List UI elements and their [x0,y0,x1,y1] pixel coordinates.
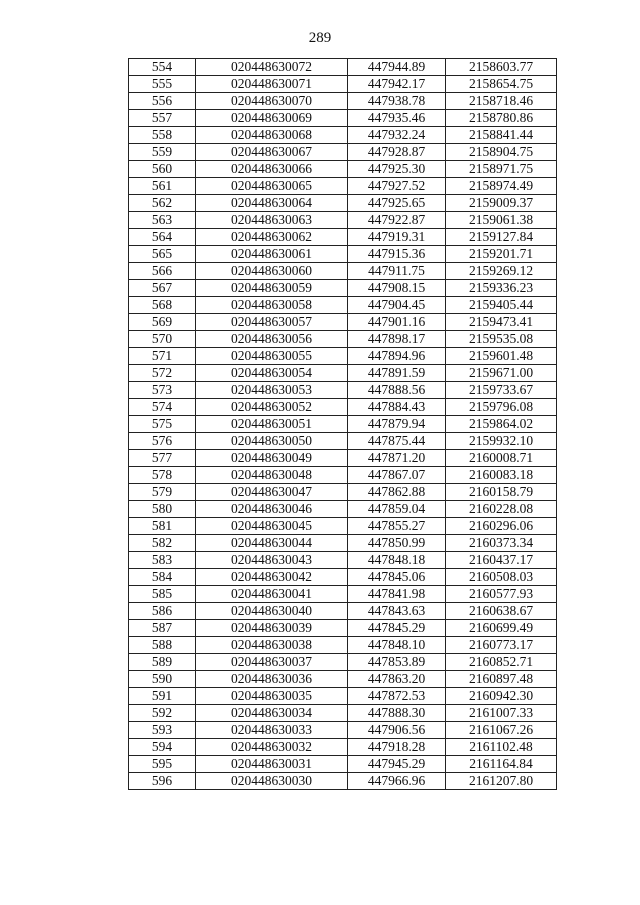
row-number-cell: 571 [129,348,196,365]
row-number-cell: 557 [129,110,196,127]
table-row [129,756,557,773]
table-row [129,263,557,280]
x-coordinate-cell: 447853.89 [348,654,446,671]
x-coordinate-cell: 447862.88 [348,484,446,501]
row-number-cell: 565 [129,246,196,263]
x-coordinate-cell: 447875.44 [348,433,446,450]
table-row [129,705,557,722]
y-coordinate-cell: 2158718.46 [446,93,557,110]
y-coordinate-cell: 2159932.10 [446,433,557,450]
y-coordinate-cell: 2161067.26 [446,722,557,739]
point-id-cell: 020448630038 [196,637,348,654]
table-row [129,654,557,671]
x-coordinate-cell: 447904.45 [348,297,446,314]
x-coordinate-cell: 447898.17 [348,331,446,348]
x-coordinate-cell: 447966.96 [348,773,446,790]
table-row [129,637,557,654]
x-coordinate-cell: 447884.43 [348,399,446,416]
point-id-cell: 020448630056 [196,331,348,348]
y-coordinate-cell: 2159473.41 [446,314,557,331]
row-number-cell: 582 [129,535,196,552]
x-coordinate-cell: 447891.59 [348,365,446,382]
table-row [129,76,557,93]
point-id-cell: 020448630068 [196,127,348,144]
table-row [129,110,557,127]
x-coordinate-cell: 447935.46 [348,110,446,127]
x-coordinate-cell: 447906.56 [348,722,446,739]
point-id-cell: 020448630055 [196,348,348,365]
table-row [129,365,557,382]
table-row [129,212,557,229]
point-id-cell: 020448630051 [196,416,348,433]
x-coordinate-cell: 447944.89 [348,59,446,76]
page-number: 289 [308,30,332,46]
table-row [129,586,557,603]
point-id-cell: 020448630054 [196,365,348,382]
row-number-cell: 591 [129,688,196,705]
point-id-cell: 020448630049 [196,450,348,467]
table-row [129,484,557,501]
coordinates-table [128,58,557,790]
x-coordinate-cell: 447894.96 [348,348,446,365]
point-id-cell: 020448630048 [196,467,348,484]
table-row [129,127,557,144]
x-coordinate-cell: 447843.63 [348,603,446,620]
row-number-cell: 563 [129,212,196,229]
x-coordinate-cell: 447938.78 [348,93,446,110]
row-number-cell: 567 [129,280,196,297]
table-row [129,671,557,688]
y-coordinate-cell: 2159405.44 [446,297,557,314]
y-coordinate-cell: 2160437.17 [446,552,557,569]
y-coordinate-cell: 2160773.17 [446,637,557,654]
row-number-cell: 592 [129,705,196,722]
table-row [129,620,557,637]
point-id-cell: 020448630040 [196,603,348,620]
y-coordinate-cell: 2160508.03 [446,569,557,586]
y-coordinate-cell: 2159127.84 [446,229,557,246]
x-coordinate-cell: 447848.18 [348,552,446,569]
table-row [129,603,557,620]
row-number-cell: 573 [129,382,196,399]
point-id-cell: 020448630052 [196,399,348,416]
x-coordinate-cell: 447942.17 [348,76,446,93]
row-number-cell: 568 [129,297,196,314]
x-coordinate-cell: 447918.28 [348,739,446,756]
point-id-cell: 020448630041 [196,586,348,603]
row-number-cell: 589 [129,654,196,671]
y-coordinate-cell: 2160158.79 [446,484,557,501]
x-coordinate-cell: 447879.94 [348,416,446,433]
table-row [129,535,557,552]
row-number-cell: 587 [129,620,196,637]
table-row [129,314,557,331]
row-number-cell: 574 [129,399,196,416]
point-id-cell: 020448630059 [196,280,348,297]
y-coordinate-cell: 2158974.49 [446,178,557,195]
y-coordinate-cell: 2158904.75 [446,144,557,161]
table-row [129,552,557,569]
x-coordinate-cell: 447850.99 [348,535,446,552]
row-number-cell: 572 [129,365,196,382]
table-row [129,178,557,195]
table-row [129,722,557,739]
x-coordinate-cell: 447848.10 [348,637,446,654]
y-coordinate-cell: 2160852.71 [446,654,557,671]
row-number-cell: 594 [129,739,196,756]
x-coordinate-cell: 447888.30 [348,705,446,722]
point-id-cell: 020448630058 [196,297,348,314]
row-number-cell: 564 [129,229,196,246]
row-number-cell: 578 [129,467,196,484]
table-row [129,569,557,586]
y-coordinate-cell: 2158603.77 [446,59,557,76]
x-coordinate-cell: 447932.24 [348,127,446,144]
row-number-cell: 554 [129,59,196,76]
x-coordinate-cell: 447908.15 [348,280,446,297]
row-number-cell: 596 [129,773,196,790]
y-coordinate-cell: 2159796.08 [446,399,557,416]
row-number-cell: 595 [129,756,196,773]
point-id-cell: 020448630043 [196,552,348,569]
point-id-cell: 020448630066 [196,161,348,178]
point-id-cell: 020448630072 [196,59,348,76]
table-row [129,93,557,110]
y-coordinate-cell: 2160228.08 [446,501,557,518]
point-id-cell: 020448630036 [196,671,348,688]
x-coordinate-cell: 447888.56 [348,382,446,399]
y-coordinate-cell: 2160699.49 [446,620,557,637]
point-id-cell: 020448630032 [196,739,348,756]
point-id-cell: 020448630044 [196,535,348,552]
table-row [129,280,557,297]
table-row [129,348,557,365]
y-coordinate-cell: 2160942.30 [446,688,557,705]
table-row [129,739,557,756]
y-coordinate-cell: 2158654.75 [446,76,557,93]
point-id-cell: 020448630033 [196,722,348,739]
x-coordinate-cell: 447901.16 [348,314,446,331]
row-number-cell: 559 [129,144,196,161]
y-coordinate-cell: 2160083.18 [446,467,557,484]
row-number-cell: 558 [129,127,196,144]
row-number-cell: 583 [129,552,196,569]
table-row [129,246,557,263]
x-coordinate-cell: 447872.53 [348,688,446,705]
point-id-cell: 020448630037 [196,654,348,671]
row-number-cell: 586 [129,603,196,620]
x-coordinate-cell: 447928.87 [348,144,446,161]
x-coordinate-cell: 447922.87 [348,212,446,229]
row-number-cell: 584 [129,569,196,586]
table-row [129,161,557,178]
point-id-cell: 020448630042 [196,569,348,586]
y-coordinate-cell: 2158971.75 [446,161,557,178]
row-number-cell: 570 [129,331,196,348]
y-coordinate-cell: 2161164.84 [446,756,557,773]
table-row [129,467,557,484]
row-number-cell: 590 [129,671,196,688]
point-id-cell: 020448630046 [196,501,348,518]
point-id-cell: 020448630067 [196,144,348,161]
table-row [129,331,557,348]
row-number-cell: 579 [129,484,196,501]
x-coordinate-cell: 447855.27 [348,518,446,535]
table-row [129,450,557,467]
point-id-cell: 020448630063 [196,212,348,229]
row-number-cell: 576 [129,433,196,450]
point-id-cell: 020448630061 [196,246,348,263]
row-number-cell: 555 [129,76,196,93]
point-id-cell: 020448630039 [196,620,348,637]
y-coordinate-cell: 2160638.67 [446,603,557,620]
y-coordinate-cell: 2159535.08 [446,331,557,348]
x-coordinate-cell: 447927.52 [348,178,446,195]
table-row [129,433,557,450]
row-number-cell: 585 [129,586,196,603]
x-coordinate-cell: 447915.36 [348,246,446,263]
table-row [129,773,557,790]
y-coordinate-cell: 2159671.00 [446,365,557,382]
table-row [129,297,557,314]
point-id-cell: 020448630045 [196,518,348,535]
x-coordinate-cell: 447863.20 [348,671,446,688]
y-coordinate-cell: 2159601.48 [446,348,557,365]
y-coordinate-cell: 2161007.33 [446,705,557,722]
table-row [129,144,557,161]
table-row [129,501,557,518]
x-coordinate-cell: 447919.31 [348,229,446,246]
x-coordinate-cell: 447859.04 [348,501,446,518]
row-number-cell: 581 [129,518,196,535]
point-id-cell: 020448630035 [196,688,348,705]
point-id-cell: 020448630062 [196,229,348,246]
point-id-cell: 020448630070 [196,93,348,110]
x-coordinate-cell: 447867.07 [348,467,446,484]
row-number-cell: 593 [129,722,196,739]
row-number-cell: 577 [129,450,196,467]
table-row [129,229,557,246]
point-id-cell: 020448630031 [196,756,348,773]
y-coordinate-cell: 2159733.67 [446,382,557,399]
point-id-cell: 020448630071 [196,76,348,93]
x-coordinate-cell: 447871.20 [348,450,446,467]
row-number-cell: 580 [129,501,196,518]
point-id-cell: 020448630065 [196,178,348,195]
row-number-cell: 556 [129,93,196,110]
point-id-cell: 020448630057 [196,314,348,331]
y-coordinate-cell: 2160373.34 [446,535,557,552]
row-number-cell: 561 [129,178,196,195]
table-row [129,416,557,433]
table-row [129,688,557,705]
x-coordinate-cell: 447945.29 [348,756,446,773]
point-id-cell: 020448630064 [196,195,348,212]
coordinates-table-body [129,59,557,790]
row-number-cell: 575 [129,416,196,433]
table-row [129,59,557,76]
point-id-cell: 020448630053 [196,382,348,399]
point-id-cell: 020448630060 [196,263,348,280]
y-coordinate-cell: 2160897.48 [446,671,557,688]
y-coordinate-cell: 2160296.06 [446,518,557,535]
y-coordinate-cell: 2161102.48 [446,739,557,756]
x-coordinate-cell: 447911.75 [348,263,446,280]
row-number-cell: 569 [129,314,196,331]
point-id-cell: 020448630069 [196,110,348,127]
table-row [129,195,557,212]
x-coordinate-cell: 447845.06 [348,569,446,586]
row-number-cell: 560 [129,161,196,178]
y-coordinate-cell: 2158780.86 [446,110,557,127]
point-id-cell: 020448630047 [196,484,348,501]
x-coordinate-cell: 447925.30 [348,161,446,178]
y-coordinate-cell: 2159864.02 [446,416,557,433]
row-number-cell: 562 [129,195,196,212]
point-id-cell: 020448630050 [196,433,348,450]
x-coordinate-cell: 447841.98 [348,586,446,603]
row-number-cell: 588 [129,637,196,654]
y-coordinate-cell: 2160577.93 [446,586,557,603]
y-coordinate-cell: 2161207.80 [446,773,557,790]
table-row [129,399,557,416]
y-coordinate-cell: 2159061.38 [446,212,557,229]
y-coordinate-cell: 2160008.71 [446,450,557,467]
x-coordinate-cell: 447845.29 [348,620,446,637]
table-row [129,518,557,535]
y-coordinate-cell: 2159201.71 [446,246,557,263]
y-coordinate-cell: 2159009.37 [446,195,557,212]
point-id-cell: 020448630034 [196,705,348,722]
x-coordinate-cell: 447925.65 [348,195,446,212]
row-number-cell: 566 [129,263,196,280]
table-row [129,382,557,399]
y-coordinate-cell: 2159269.12 [446,263,557,280]
y-coordinate-cell: 2159336.23 [446,280,557,297]
point-id-cell: 020448630030 [196,773,348,790]
y-coordinate-cell: 2158841.44 [446,127,557,144]
